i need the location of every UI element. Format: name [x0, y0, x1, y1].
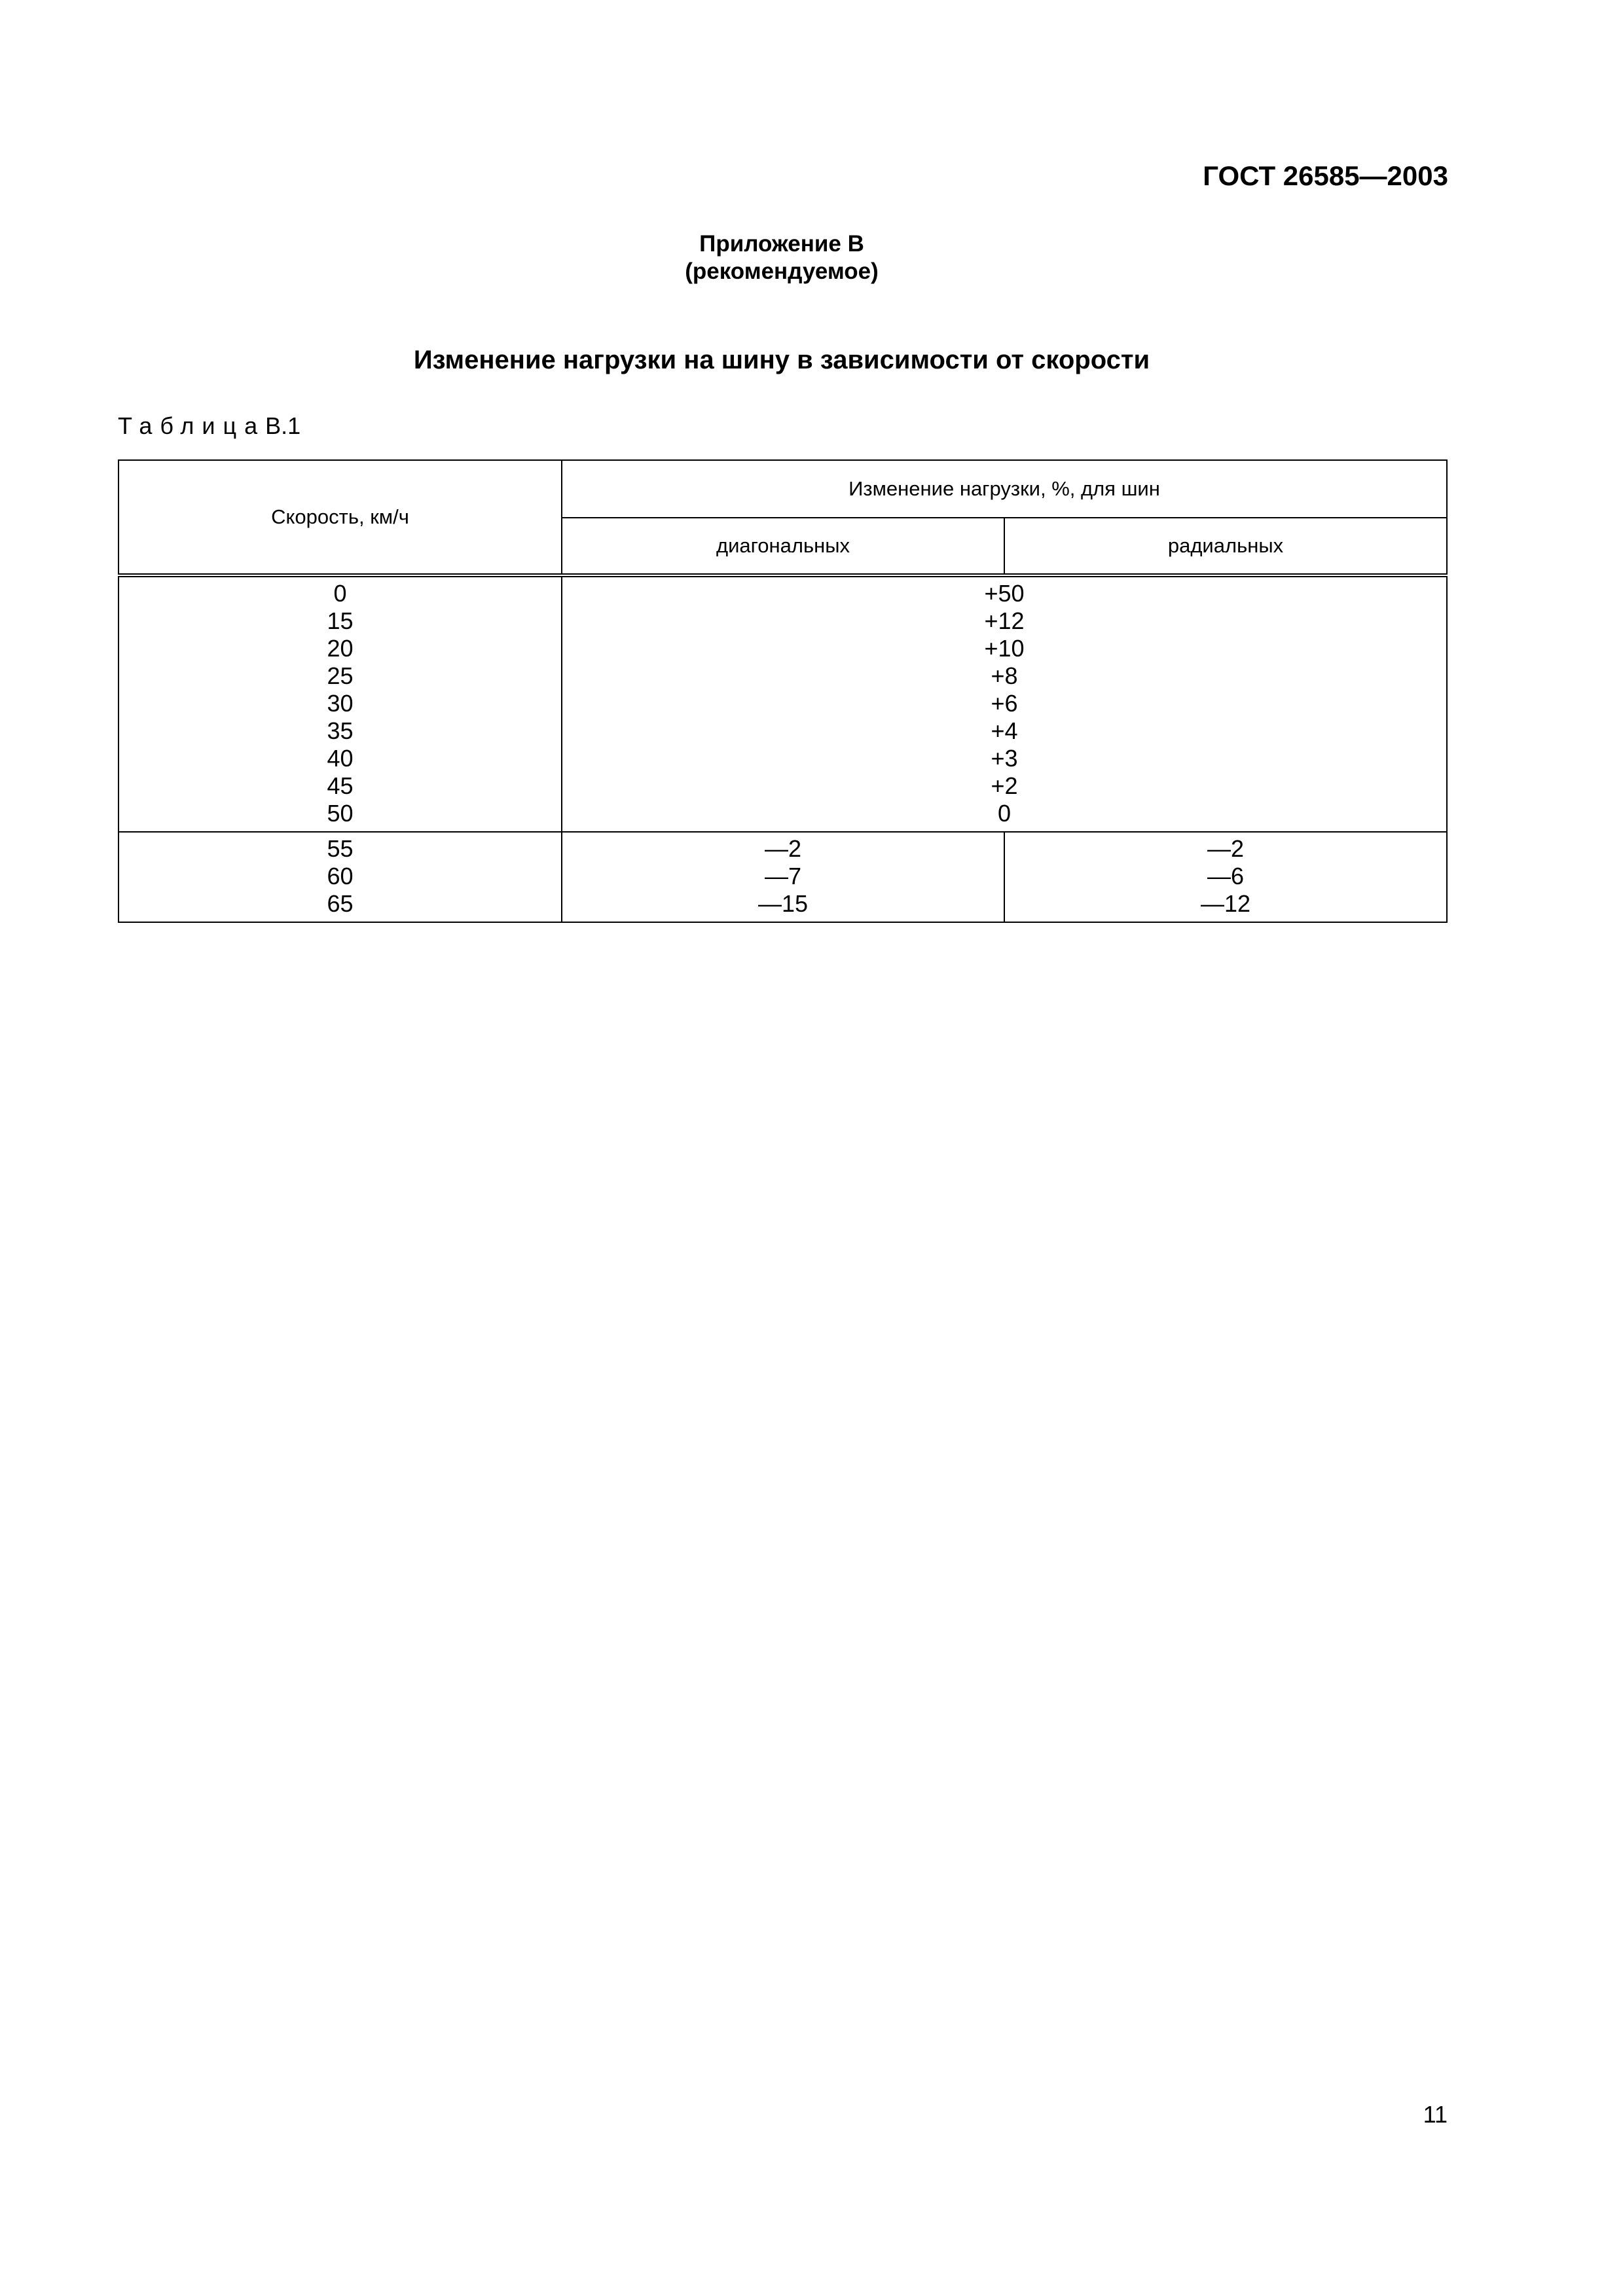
load-value: +2	[991, 772, 1018, 799]
load-value: +6	[991, 690, 1018, 717]
diagonal-value: —15	[757, 890, 809, 917]
table-caption-word: Таблица	[118, 412, 266, 439]
load-value: +10	[984, 635, 1025, 662]
table-caption-number: В.1	[265, 412, 301, 439]
appendix-label: Приложение В	[699, 231, 864, 257]
load-value: +50	[984, 580, 1025, 607]
speed-value: 15	[327, 607, 354, 634]
table-row-split	[119, 832, 1447, 922]
load-value: 0	[997, 800, 1012, 827]
diagonal-value: —7	[764, 863, 802, 889]
header-radial: радиальных	[1004, 518, 1447, 574]
speed-value: 65	[327, 890, 354, 917]
load-cell-common	[562, 577, 1447, 832]
load-value: +12	[984, 607, 1025, 634]
load-change-table	[118, 459, 1448, 923]
speed-value: 50	[327, 800, 354, 827]
page-number: 11	[1423, 2101, 1448, 2128]
speed-value: 60	[327, 863, 354, 889]
speed-value: 0	[333, 580, 347, 607]
speed-value: 45	[327, 772, 354, 799]
diagonal-value: —2	[764, 835, 802, 862]
speed-value: 55	[327, 835, 354, 862]
table-caption	[118, 412, 301, 440]
header-speed: Скорость, км/ч	[119, 460, 562, 574]
speed-value: 25	[327, 662, 354, 689]
speed-cell-split	[119, 832, 562, 922]
radial-value: —6	[1207, 863, 1245, 889]
radial-cell	[1004, 832, 1447, 922]
speed-cell-common	[119, 577, 562, 832]
speed-value: 40	[327, 745, 354, 772]
load-value: +4	[991, 717, 1018, 744]
radial-value: —12	[1200, 890, 1251, 917]
appendix-status: (рекомендуемое)	[685, 259, 879, 284]
document-number: ГОСТ 26585—2003	[1203, 160, 1448, 191]
speed-value: 30	[327, 690, 354, 717]
speed-value: 35	[327, 717, 354, 744]
radial-value: —2	[1207, 835, 1245, 862]
appendix-heading	[0, 230, 1563, 285]
load-value: +3	[991, 745, 1018, 772]
table-row-common	[119, 577, 1447, 832]
section-title: Изменение нагрузки на шину в зависимости от скорости	[413, 346, 1150, 374]
speed-value: 20	[327, 635, 354, 662]
header-load-change: Изменение нагрузки, %, для шин	[562, 460, 1447, 518]
header-diagonal: диагональных	[562, 518, 1004, 574]
load-value: +8	[991, 662, 1018, 689]
diagonal-cell	[562, 832, 1004, 922]
